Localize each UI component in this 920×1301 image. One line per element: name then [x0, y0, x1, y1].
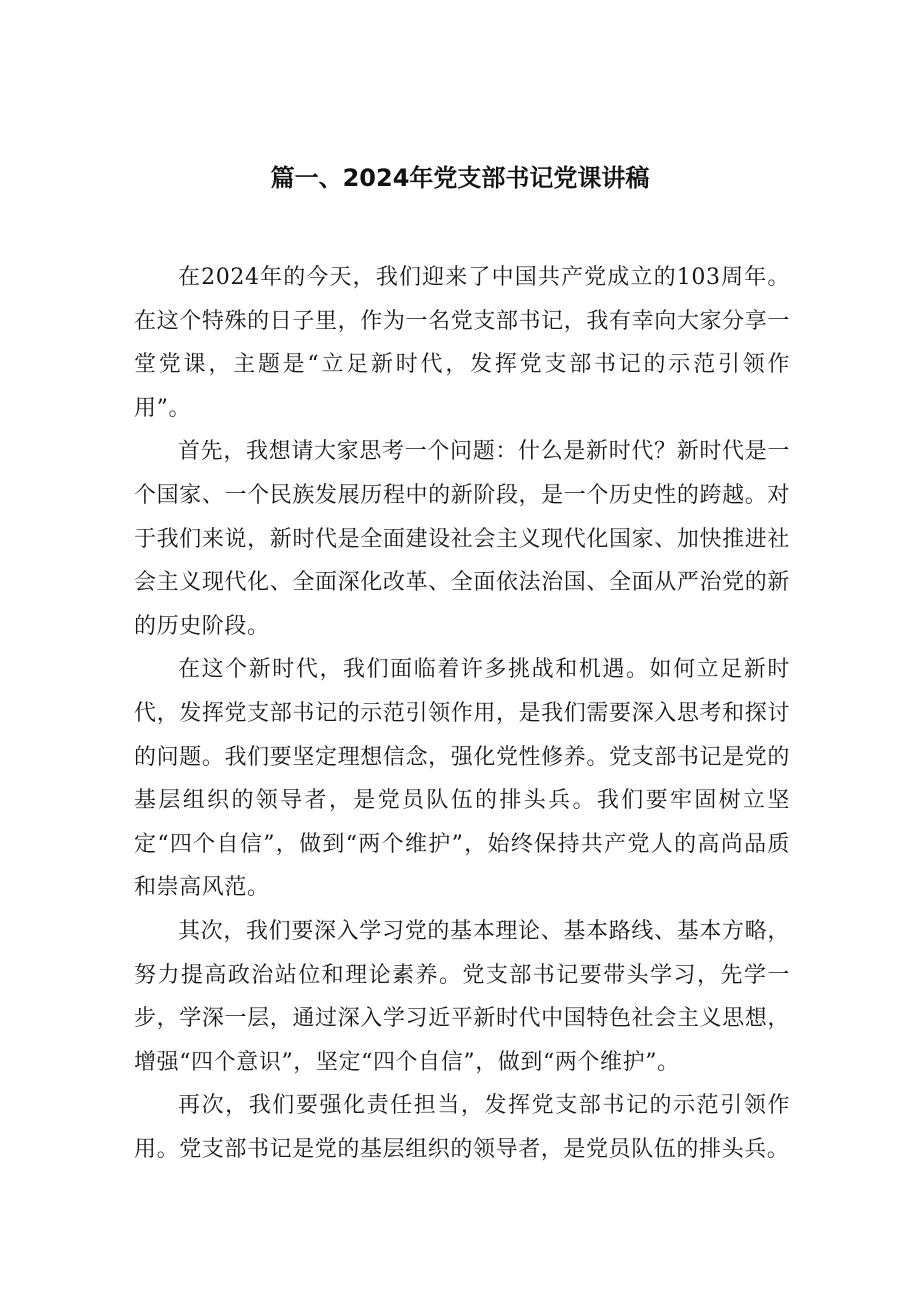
paragraph: 在这个新时代，我们面临着许多挑战和机遇。如何立足新时代，发挥党支部书记的示范引领作用，是我们需要深入思考和探讨的问题。我们要坚定理想信念，强化党性修养。党支部书记是党的基层组织的领导者，是党员队伍的排头兵。我们要牢固树立坚定“四个自信”，做到“两个维护”，始终保持共产党人的高尚品质和崇高风范。: [134, 657, 790, 901]
paragraph: 再次，我们要强化责任担当，发挥党支部书记的示范引领作用。党支部书记是党的基层组织的领导者，是党员队伍的排头兵。: [134, 1093, 790, 1162]
document-title: 篇一、2024年党支部书记党课讲稿: [270, 164, 650, 192]
paragraph: 其次，我们要深入学习党的基本理论、基本路线、基本方略，努力提高政治站位和理论素养。党支部书记要带头学习，先学一步，学深一层，通过深入学习近平新时代中国特色社会主义思想，增强“四个意识”，坚定“四个自信”，做到“两个维护”。: [134, 918, 790, 1075]
paragraph: 首先，我想请大家思考一个问题：什么是新时代？新时代是一个国家、一个民族发展历程中的新阶段，是一个历史性的跨越。对于我们来说，新时代是全面建设社会主义现代化国家、加快推进社会主义现代化、全面深化改革、全面依法治国、全面从严治党的新的历史阶段。: [134, 439, 790, 639]
document-body: [134, 256, 790, 1171]
paragraph: 在2024年的今天，我们迎来了中国共产党成立的103周年。在这个特殊的日子里，作为一名党支部书记，我有幸向大家分享一堂党课，主题是“立足新时代，发挥党支部书记的示范引领作用”。: [134, 265, 790, 421]
